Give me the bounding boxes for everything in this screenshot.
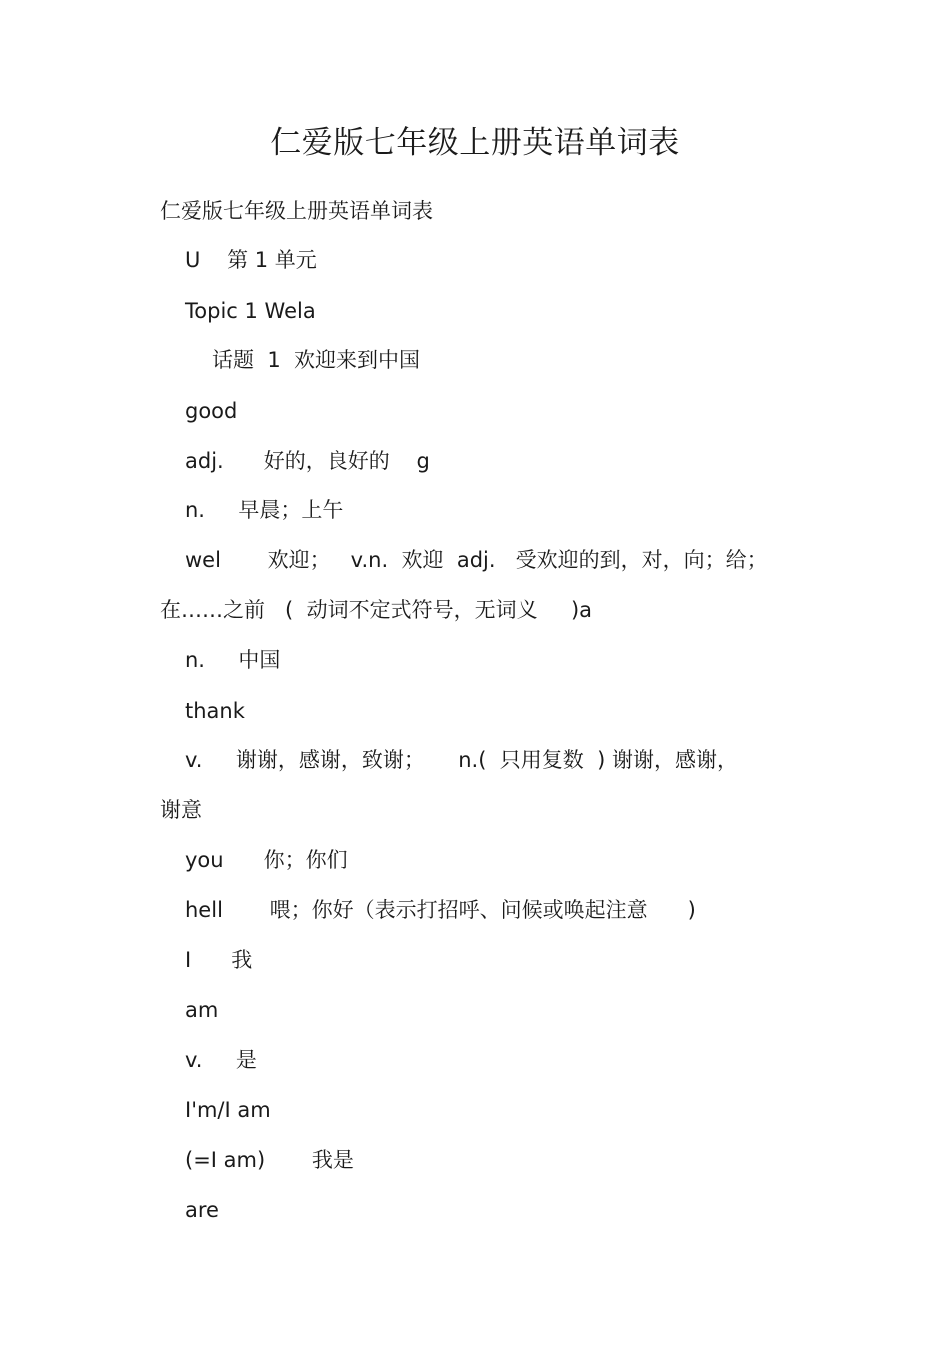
vocab-line: (=I am) 我是: [185, 1148, 354, 1172]
unit-line: U 第 1 单元: [185, 248, 317, 272]
vocab-line: 在……之前 ( 动词不定式符号，无词义 )a: [160, 598, 593, 622]
vocab-line: you 你；你们: [185, 848, 348, 872]
document-title: 仁爱版七年级上册英语单词表: [270, 125, 680, 161]
topic-cn-line: 话题 1 欢迎来到中国: [212, 348, 421, 372]
vocab-line: 谢意: [160, 798, 202, 822]
vocab-line: am: [185, 998, 219, 1022]
vocab-line: n. 中国: [185, 648, 281, 672]
vocab-line: good: [185, 399, 238, 423]
vocab-line: are: [185, 1198, 219, 1222]
vocab-line: thank: [185, 699, 245, 723]
vocab-line: I 我: [185, 948, 253, 972]
vocab-line: adj. 好的，良好的 g: [185, 449, 430, 473]
vocab-line: n. 早晨；上午: [185, 498, 344, 522]
vocab-line: v. 是: [185, 1048, 257, 1072]
vocab-line: hell 喂；你好（表示打招呼、问候或唤起注意 ): [185, 898, 696, 922]
subtitle-line: 仁爱版七年级上册英语单词表: [160, 199, 433, 223]
vocab-line: I'm/I am: [185, 1098, 271, 1122]
vocab-line: v. 谢谢，感谢，致谢； n.( 只用复数 ) 谢谢，感谢，: [185, 748, 738, 772]
topic-line: Topic 1 Wela: [185, 299, 316, 323]
vocab-line: wel 欢迎； v.n. 欢迎 adj. 受欢迎的到，对，向；给；: [185, 548, 768, 572]
